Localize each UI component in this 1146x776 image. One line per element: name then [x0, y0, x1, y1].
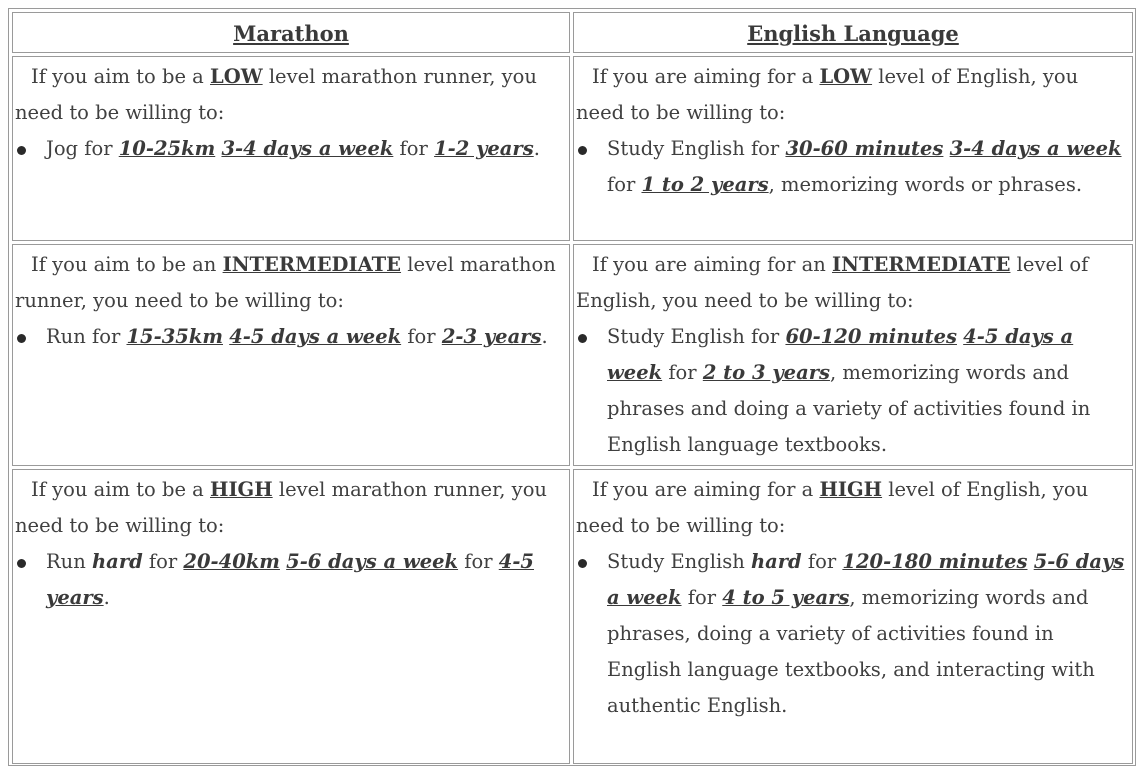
duration-value: 1-2 years: [434, 137, 534, 160]
marathon-intermediate-intro: [15, 247, 563, 319]
frequency-value: 3-4 days a week: [221, 137, 394, 160]
intro-text: level marathon runner, you need to be willing to:: [15, 253, 556, 312]
bullet-text: , memorizing words or phrases.: [768, 173, 1083, 196]
level-label: INTERMEDIATE: [222, 253, 402, 276]
bullet-text: for: [801, 550, 843, 573]
duration-value: 2 to 3 years: [702, 361, 830, 384]
bullet-dot-icon: [17, 146, 26, 155]
bullet-text: Study English for: [607, 325, 786, 348]
distance-value: 20-40km: [183, 550, 280, 573]
english-low-cell: [573, 56, 1133, 241]
english-high-cell: [573, 469, 1133, 764]
english-high-bullet: [576, 544, 1126, 724]
bullet-text: Study English: [607, 550, 751, 573]
header-english: [573, 12, 1133, 53]
english-intermediate-intro: [576, 247, 1126, 319]
bullet-dot-icon: [17, 334, 26, 343]
bullet-text: for: [607, 173, 642, 196]
bullet-text: Run: [46, 550, 92, 573]
intro-text: If you aim to be a: [31, 65, 211, 88]
frequency-value: 4-5 days a week: [229, 325, 402, 348]
frequency-value: 3-4 days a week: [949, 137, 1122, 160]
marathon-low-intro: [15, 59, 563, 131]
intro-text: level of English, you need to be willing to:: [576, 478, 1089, 537]
level-label: INTERMEDIATE: [832, 253, 1011, 276]
bullet-text: for: [401, 325, 442, 348]
marathon-intermediate-cell: [12, 244, 570, 466]
bullet-text: , memorizing words and phrases, doing a variety of activities found in English language textbooks, and interacting with authentic English.: [607, 586, 1095, 717]
intro-text: If you are aiming for a: [592, 478, 820, 501]
frequency-value: 4-5 days a week: [607, 325, 1074, 384]
header-marathon: [12, 12, 570, 53]
header-english-label: English Language: [747, 21, 959, 46]
bullet-text: for: [393, 137, 435, 160]
duration-value: 1 to 2 years: [641, 173, 769, 196]
marathon-low-cell: [12, 56, 570, 241]
bullet-text: Run for: [46, 325, 127, 348]
bullet-text: .: [103, 586, 110, 609]
bullet-text: for: [458, 550, 499, 573]
bullet-text: for: [142, 550, 184, 573]
intensity-word: hard: [92, 550, 143, 573]
intro-text: level marathon runner, you need to be willing to:: [15, 478, 547, 537]
time-value: 120-180 minutes: [842, 550, 1028, 573]
level-label: HIGH: [819, 478, 883, 501]
bullet-dot-icon: [578, 334, 587, 343]
duration-value: 2-3 years: [441, 325, 542, 348]
distance-value: 15-35km: [126, 325, 223, 348]
marathon-intermediate-bullet: [15, 319, 563, 355]
intro-text: If you are aiming for an: [592, 253, 833, 276]
intro-text: If you aim to be a: [31, 478, 211, 501]
bullet-text: .: [533, 137, 540, 160]
frequency-value: 5-6 days a week: [607, 550, 1125, 609]
bullet-text: .: [541, 325, 548, 348]
bullet-text: for: [681, 586, 723, 609]
bullet-dot-icon: [17, 559, 26, 568]
bullet-text: , memorizing words and phrases and doing a variety of activities found in English language textbooks.: [607, 361, 1091, 456]
bullet-text: Study English for: [607, 137, 786, 160]
intro-text: level of English, you need to be willing to:: [576, 253, 1089, 312]
level-label: HIGH: [210, 478, 273, 501]
bullet-text: Jog for: [46, 137, 119, 160]
distance-value: 10-25km: [118, 137, 216, 160]
english-low-intro: [576, 59, 1126, 131]
level-label: LOW: [210, 65, 263, 88]
marathon-high-cell: [12, 469, 570, 764]
marathon-high-bullet: [15, 544, 563, 616]
header-marathon-label: Marathon: [233, 21, 349, 46]
marathon-high-intro: [15, 472, 563, 544]
duration-value: 4 to 5 years: [722, 586, 850, 609]
time-value: 30-60 minutes: [785, 137, 944, 160]
time-value: 60-120 minutes: [785, 325, 957, 348]
english-intermediate-bullet: [576, 319, 1126, 463]
frequency-value: 5-6 days a week: [286, 550, 459, 573]
intro-text: level of English, you need to be willing to:: [576, 65, 1079, 124]
level-label: LOW: [819, 65, 873, 88]
intro-text: level marathon runner, you need to be willing to:: [15, 65, 537, 124]
bullet-dot-icon: [578, 559, 587, 568]
intro-text: If you are aiming for a: [592, 65, 820, 88]
bullet-dot-icon: [578, 146, 587, 155]
english-low-bullet: [576, 131, 1126, 203]
duration-value: 4-5 years: [46, 550, 534, 609]
english-high-intro: [576, 472, 1126, 544]
bullet-text: for: [662, 361, 703, 384]
intensity-word: hard: [750, 550, 802, 573]
marathon-low-bullet: [15, 131, 563, 167]
comparison-table: [8, 8, 1136, 766]
intro-text: If you aim to be an: [31, 253, 223, 276]
english-intermediate-cell: [573, 244, 1133, 466]
